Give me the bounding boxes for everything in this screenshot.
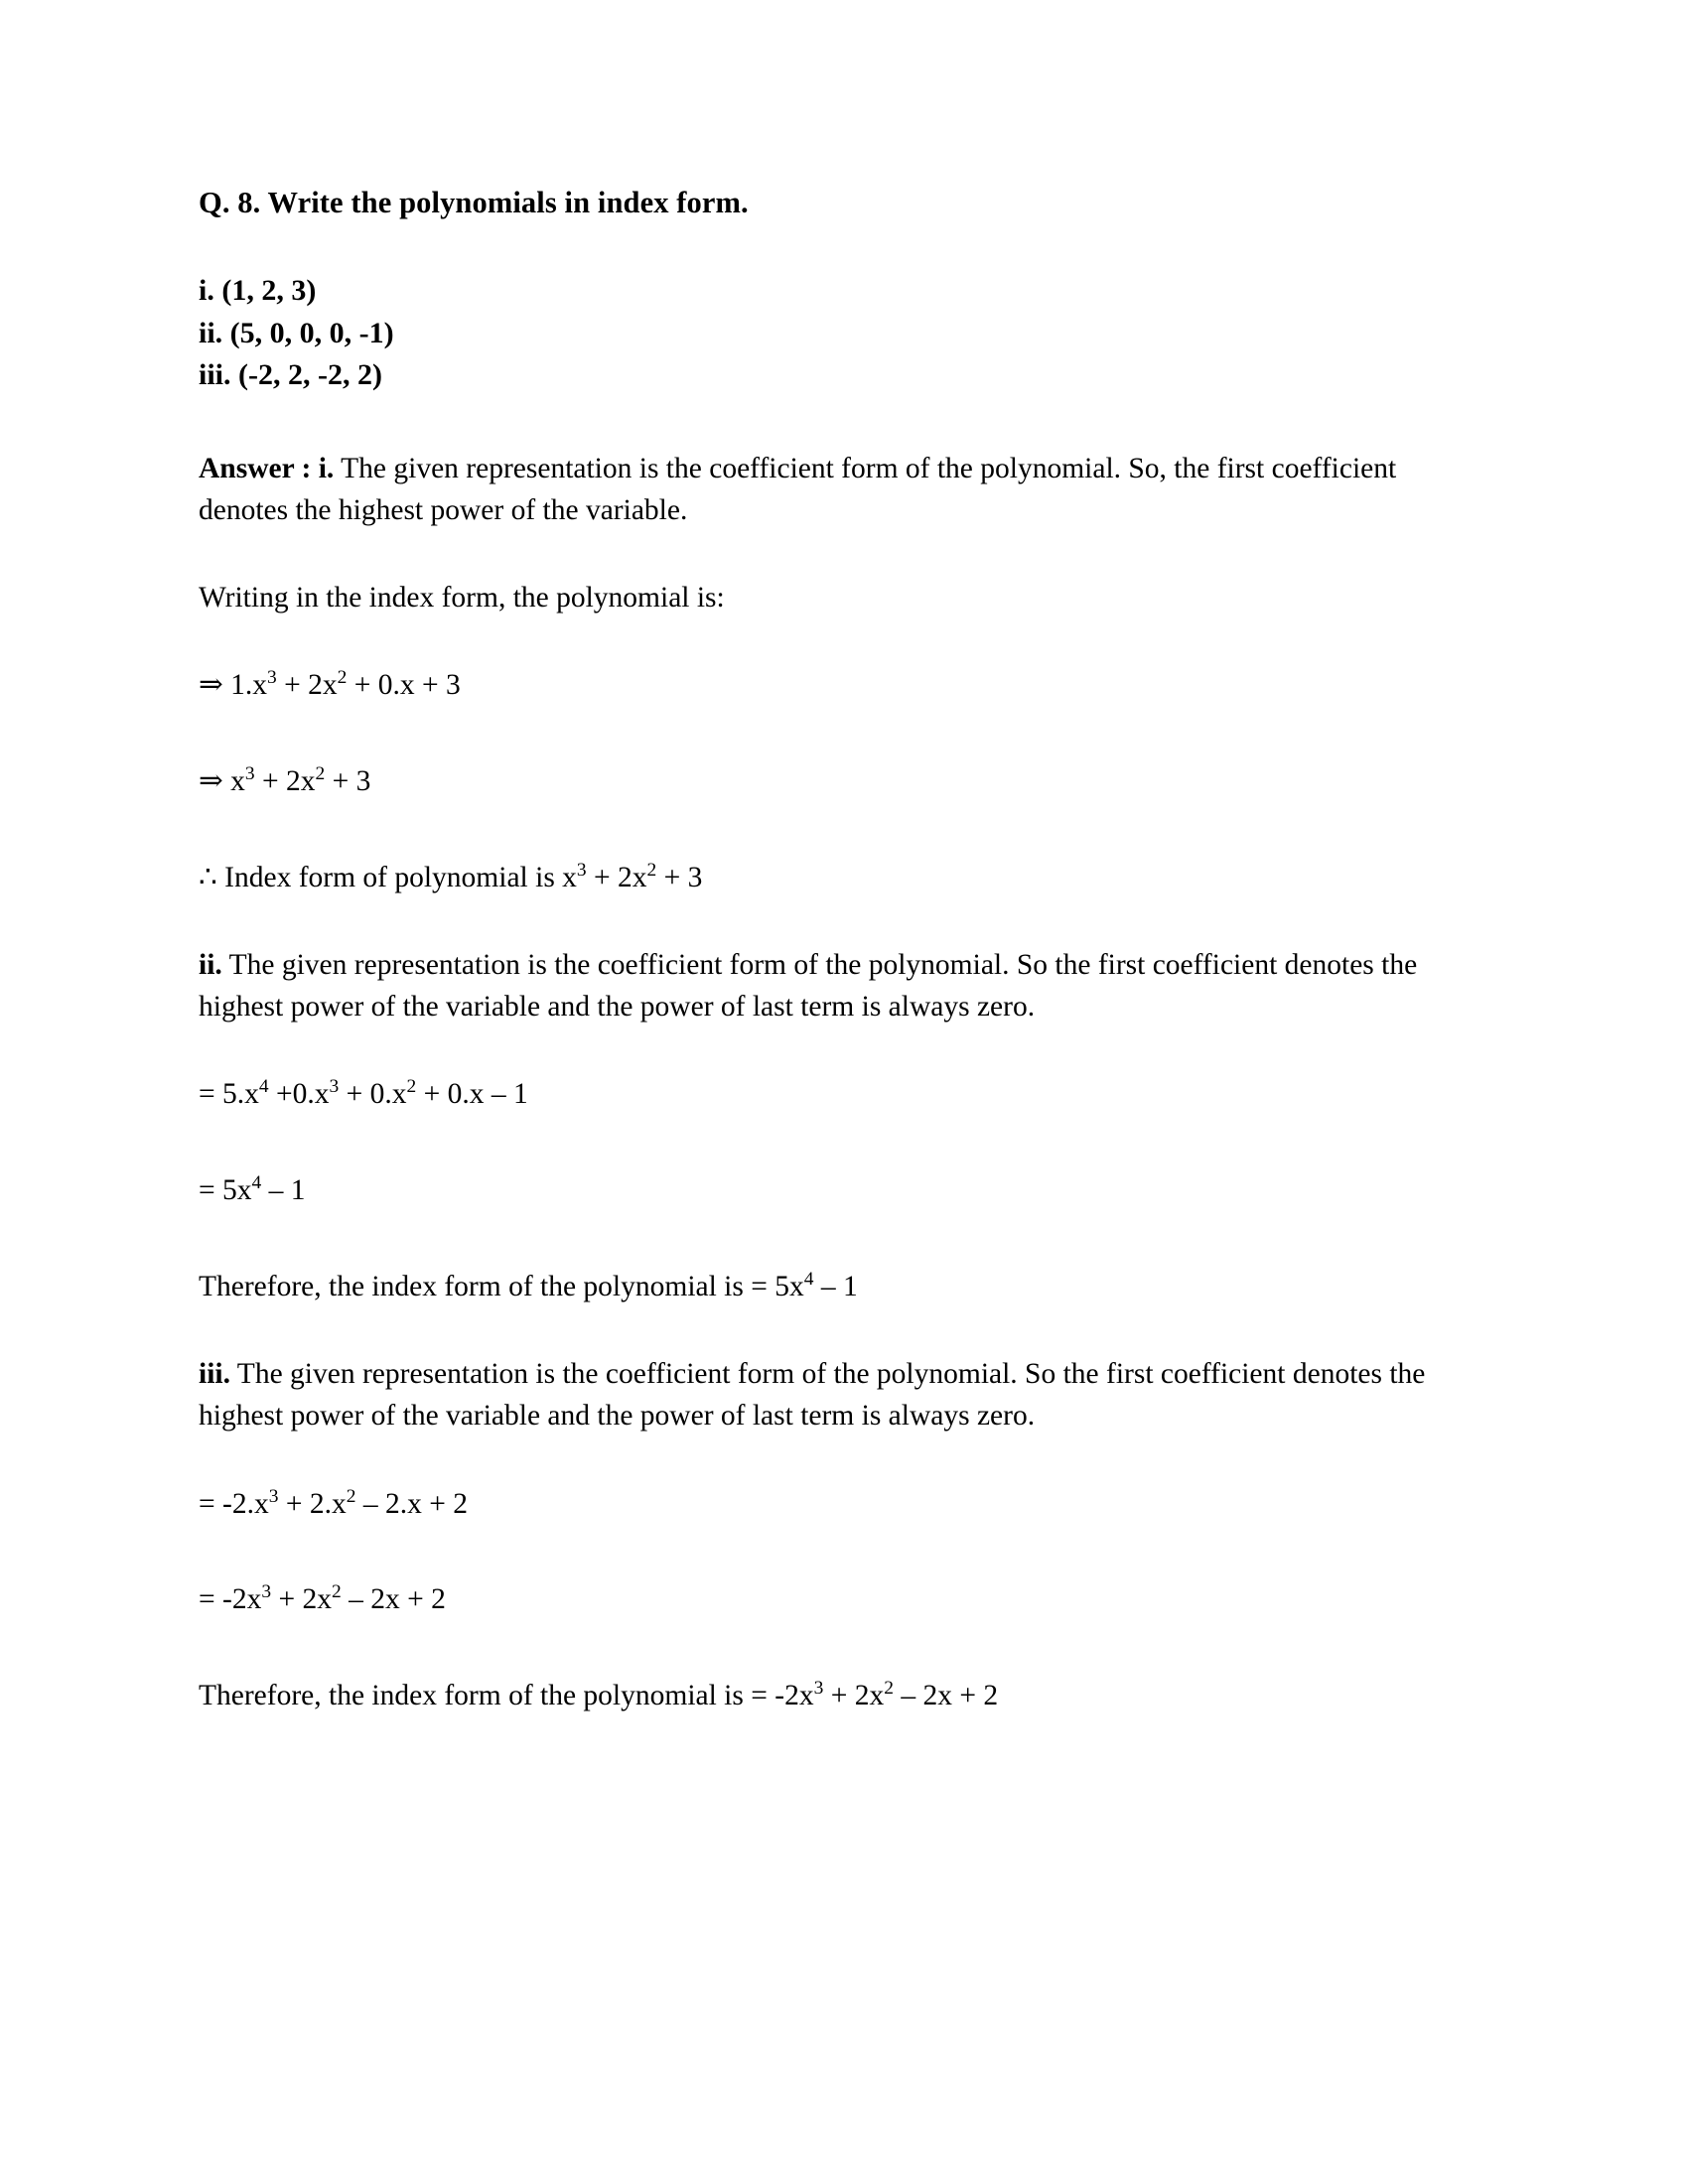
term-base: x [562, 861, 577, 893]
conclusion-ii [199, 1266, 1430, 1308]
term-base: 5x [774, 1271, 804, 1303]
term-base: -2.x [222, 1487, 269, 1520]
conclusion-text: Therefore, the index form of the polynomial is = [199, 1680, 775, 1712]
operator: + [823, 1680, 855, 1712]
answer-label-i: Answer : i. [199, 452, 335, 484]
operator: + [586, 861, 619, 893]
term-base: 5.x [222, 1078, 259, 1111]
term-base: 1 [842, 1271, 858, 1303]
equals-symbol: = [199, 1174, 223, 1207]
term-exponent: 3 [268, 1485, 279, 1507]
equation-ii-step-2 [199, 1169, 1430, 1212]
conclusion-iii [199, 1675, 1430, 1717]
term-base: 2x [922, 1680, 952, 1712]
term-exponent: 3 [261, 1581, 272, 1603]
equals-symbol: = [199, 1078, 223, 1111]
answer-part-iii-text: The given representation is the coefficient form of the polynomial. So the first coefficient denotes the highest power of the variable and the power of last term is always zero. [199, 1357, 1426, 1432]
term-exponent: 2 [646, 860, 657, 882]
term-base: 2 [453, 1487, 468, 1520]
operator: – [341, 1583, 371, 1616]
index-form-instruction: Writing in the index form, the polynomial is: [199, 581, 725, 614]
operator: – [355, 1487, 385, 1520]
conclusion-text: Therefore, the index form of the polynomial is = [199, 1271, 775, 1303]
term-base: 3 [687, 861, 703, 893]
term-base: 2 [983, 1680, 999, 1712]
term-exponent: 2 [315, 763, 326, 785]
list-item-i: i. (1, 2, 3) [199, 274, 317, 308]
term-base: 1 [513, 1078, 528, 1111]
term-base: 0.x [377, 669, 415, 702]
operator: + [268, 1078, 293, 1111]
answer-part-i-text: The given representation is the coefficient form of the polynomial. So, the first coefficient denotes the highest power of the variable. [199, 452, 1397, 526]
therefore-symbol: ∴ [199, 861, 225, 893]
term-base: x [230, 765, 245, 798]
answer-part-iii-intro [199, 1354, 1430, 1437]
term-exponent: 3 [813, 1678, 824, 1700]
term-exponent: 4 [251, 1172, 262, 1194]
term-base: 0.x [292, 1078, 330, 1111]
equation-iii-step-2 [199, 1578, 1430, 1621]
operator: + [325, 765, 356, 798]
term-base: 2.x [309, 1487, 347, 1520]
operator: + [656, 861, 688, 893]
term-exponent: 2 [406, 1076, 417, 1098]
answer-label-iii: iii. [199, 1357, 230, 1390]
operator: + [254, 765, 286, 798]
term-base: 2x [285, 765, 316, 798]
page-title: Q. 8. Write the polynomials in index form. [199, 186, 749, 219]
term-base: 2x [370, 1583, 400, 1616]
operator: – [893, 1680, 923, 1712]
equals-symbol: = [199, 1487, 223, 1520]
operator: + [951, 1680, 984, 1712]
term-exponent: 3 [244, 763, 255, 785]
coefficient-form-list [199, 270, 1430, 397]
term-exponent: 3 [329, 1076, 340, 1098]
term-exponent: 4 [803, 1269, 814, 1291]
term-exponent: 2 [331, 1581, 342, 1603]
term-exponent: 4 [258, 1076, 269, 1098]
term-base: 3 [445, 669, 461, 702]
answer-part-i-intro [199, 449, 1430, 532]
conclusion-text: Index form of polynomial is [224, 861, 563, 893]
equation-iii-step-1 [199, 1483, 1430, 1526]
term-base: 3 [355, 765, 371, 798]
operator: – [484, 1078, 514, 1111]
answer-part-ii-text: The given representation is the coefficient form of the polynomial. So the first coefficient denotes the highest power of the variable and the power of last term is always zero. [199, 948, 1418, 1023]
term-exponent: 3 [266, 667, 277, 689]
equals-symbol: = [199, 1583, 223, 1616]
list-item-iii: iii. (-2, 2, -2, 2) [199, 358, 382, 392]
term-base: 2x [854, 1680, 885, 1712]
term-exponent: 3 [576, 860, 587, 882]
operator: + [414, 669, 446, 702]
term-base: 2 [431, 1583, 446, 1616]
term-base: 2x [302, 1583, 332, 1616]
answer-part-ii-intro [199, 945, 1430, 1028]
term-base: 1.x [230, 669, 267, 702]
operator: – [813, 1271, 843, 1303]
term-base: -2x [774, 1680, 814, 1712]
term-base: 2x [308, 669, 338, 702]
term-base: 5x [222, 1174, 252, 1207]
answer-label-ii: ii. [199, 948, 222, 981]
term-base: 2x [618, 861, 647, 893]
equation-i-step-2 [199, 760, 1430, 803]
operator: + [421, 1487, 454, 1520]
operator: + [399, 1583, 432, 1616]
operator: + [339, 1078, 370, 1111]
term-base: -2x [222, 1583, 262, 1616]
operator: + [347, 669, 378, 702]
operator: + [278, 1487, 310, 1520]
implies-symbol: ⇒ [199, 669, 231, 702]
term-exponent: 2 [337, 667, 348, 689]
term-exponent: 2 [884, 1678, 894, 1700]
operator: – [261, 1174, 291, 1207]
operator: + [416, 1078, 448, 1111]
conclusion-i [199, 857, 1430, 899]
operator: + [276, 669, 309, 702]
equation-i-step-1 [199, 664, 1430, 707]
operator: + [271, 1583, 303, 1616]
document-content [199, 184, 1430, 1717]
term-base: 0.x [447, 1078, 485, 1111]
equation-ii-step-1 [199, 1073, 1430, 1116]
implies-symbol: ⇒ [199, 765, 231, 798]
term-base: 1 [290, 1174, 306, 1207]
list-item-ii: ii. (5, 0, 0, 0, -1) [199, 316, 394, 349]
term-base: 0.x [369, 1078, 407, 1111]
term-exponent: 2 [346, 1485, 356, 1507]
term-base: 2.x [384, 1487, 422, 1520]
